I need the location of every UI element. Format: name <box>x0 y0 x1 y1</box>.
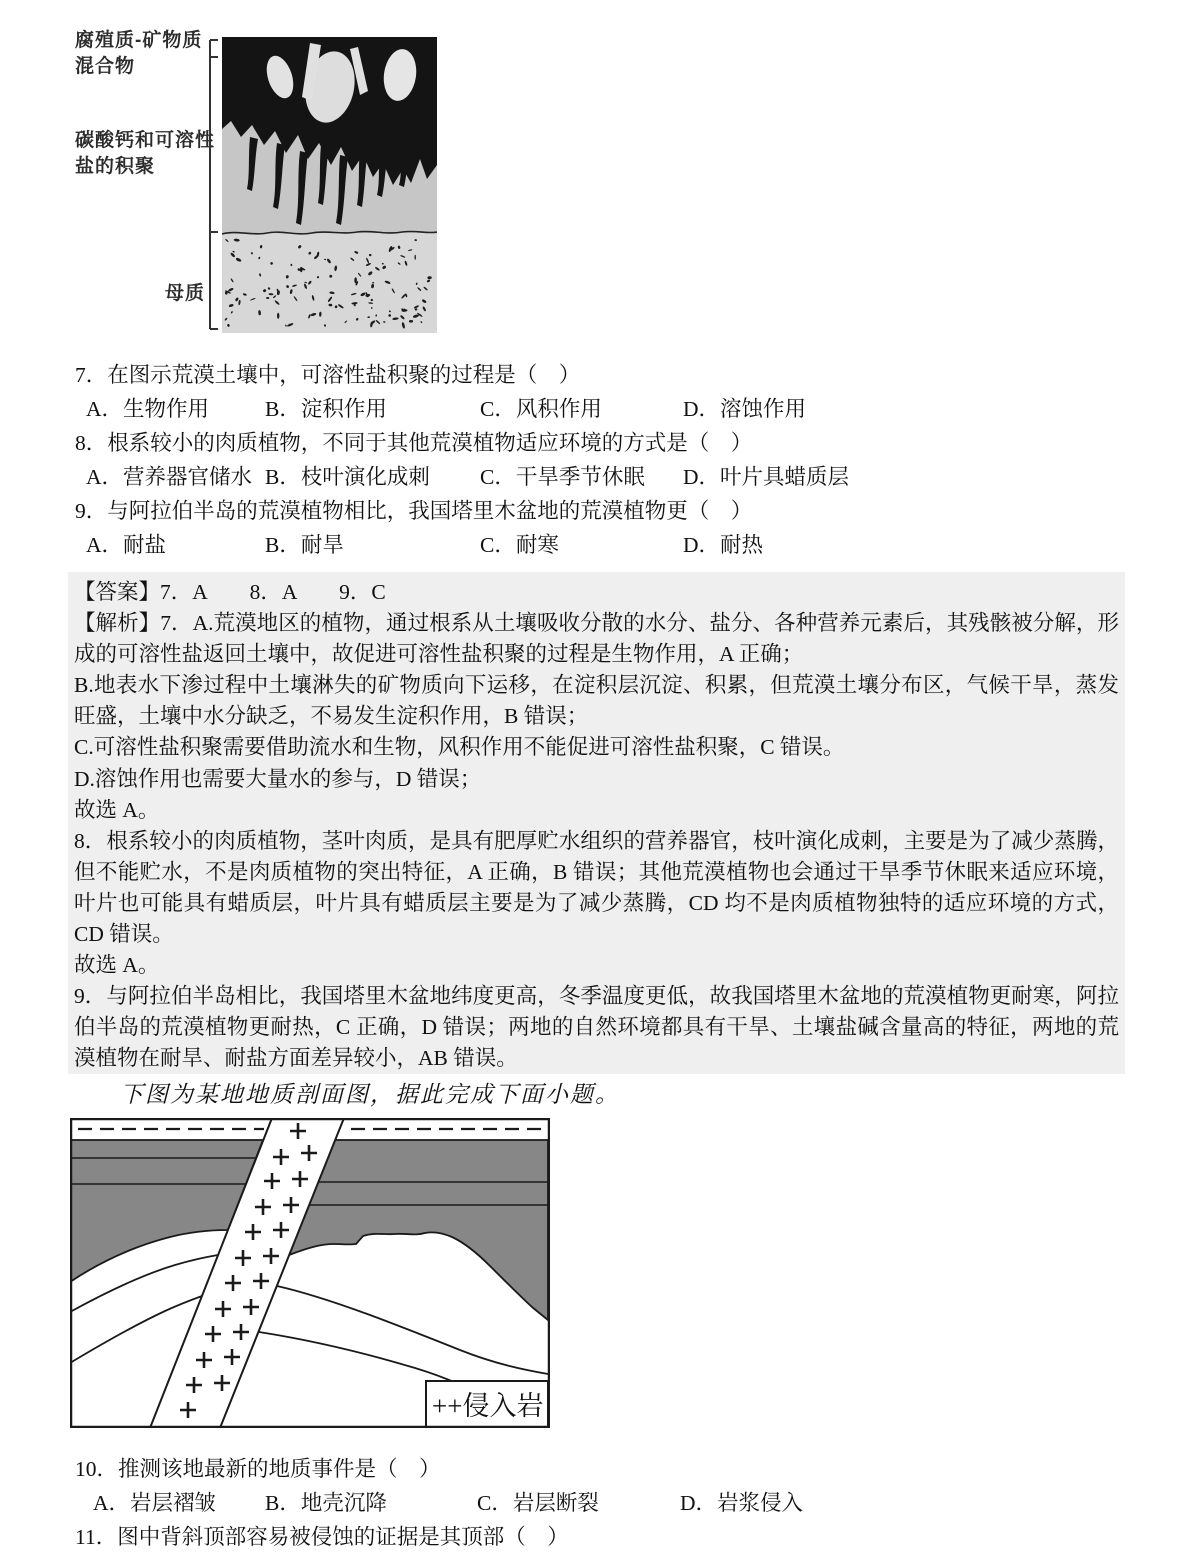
label-parent-material: 母质 <box>165 283 206 304</box>
label-humus-line1: 腐殖质-矿物质 <box>75 30 203 51</box>
question-7-options <box>70 392 1132 426</box>
question-10-options <box>70 1486 1132 1520</box>
option-10-C: C．岩层断裂 <box>477 1491 599 1515</box>
analysis-paragraph: B.地表水下渗过程中土壤淋失的矿物质向下运移，在淀积层沉淀、积累，但荒漠土壤分布区，气候干旱，蒸发旺盛，土壤中水分缺乏，不易发生淀积作用，B 错误； <box>74 673 1119 729</box>
option-9-A: A．耐盐 <box>86 533 167 557</box>
analysis-paragraph: 【解析】7．A.荒漠地区的植物，通过根系从土壤吸收分散的水分、盐分、各种营养元素后，其残骸被分解，形成的可溶性盐返回土壤中，故促进可溶性盐积聚的过程是生物作用，A 正确； <box>74 611 1119 667</box>
option-10-B: B．地壳沉降 <box>265 1491 387 1515</box>
label-carbonate-line1: 碳酸钙和可溶性 <box>75 130 216 151</box>
answer-line: 【答案】7．A 8．A 9．C <box>74 580 386 604</box>
analysis-paragraph: C.可溶性盐积聚需要借助流水和生物，风积作用不能促进可溶性盐积聚，C 错误。 <box>74 735 845 760</box>
option-8-D: D．叶片具蜡质层 <box>683 465 850 489</box>
question-11-text: 11．图中背斜顶部容易被侵蚀的证据是其顶部（ ） <box>75 1525 569 1549</box>
question-7-text: 7．在图示荒漠土壤中，可溶性盐积聚的过程是（ ） <box>75 363 581 387</box>
analysis-paragraph: 9．与阿拉伯半岛相比，我国塔里木盆地纬度更高，冬季温度更低，故我国塔里木盆地的荒漠植物更耐寒，阿拉伯半岛的荒漠植物更耐热，C 正确，D 错误；两地的自然环境都具有干旱、土壤盐碱含量高的特征，两地的荒漠植物在耐旱、耐盐方面差异较小，AB 错误。 <box>74 984 1119 1071</box>
option-9-B: B．耐旱 <box>265 533 344 557</box>
option-8-A: A．营养器官储水 <box>86 465 253 489</box>
analysis-paragraph: 故选 A。 <box>74 953 160 978</box>
soil-parent-zone <box>222 233 437 333</box>
option-9-D: D．耐热 <box>683 533 764 557</box>
questions-10-11 <box>70 1452 1132 1554</box>
geology-legend <box>426 1381 548 1427</box>
label-carbonate-salt-accumulation <box>75 128 215 180</box>
analysis-paragraph: 8．根系较小的肉质植物，茎叶肉质，是具有肥厚贮水组织的营养器官，枝叶演化成刺，主要是为了减少蒸腾，但不能贮水，不是肉质植物的突出特征，A 正确，B 错误；其他荒漠植物也会通过干旱季节休眠来适应环境，叶片也可能具有蜡质层，叶片具有蜡质层主要是为了减少蒸腾，CD 均不是肉质植物独特的适应环境的方式，CD 错误。 <box>74 828 1119 947</box>
question-9-text: 9．与阿拉伯半岛的荒漠植物相比，我国塔里木盆地的荒漠植物更（ ） <box>75 499 753 523</box>
option-7-B: B．淀积作用 <box>265 397 387 421</box>
analysis-paragraph: 故选 A。 <box>74 797 160 822</box>
option-7-D: D．溶蚀作用 <box>683 397 807 421</box>
option-9-C: C．耐寒 <box>480 533 559 557</box>
label-humus-mineral-mixture <box>75 28 202 80</box>
option-8-B: B．枝叶演化成刺 <box>265 465 430 489</box>
option-7-A: A．生物作用 <box>86 397 210 421</box>
label-carbonate-line2: 盐的积聚 <box>75 156 156 177</box>
question-10-text: 10．推测该地最新的地质事件是（ ） <box>75 1457 441 1481</box>
answer-analysis-block <box>68 572 1125 1074</box>
questions-7-9 <box>70 358 1132 562</box>
option-10-A: A．岩层褶皱 <box>93 1491 217 1515</box>
analysis-paragraph: D.溶蚀作用也需要大量水的参与，D 错误； <box>74 766 482 791</box>
question-8-text: 8．根系较小的肉质植物，不同于其他荒漠植物适应环境的方式是（ ） <box>75 431 753 455</box>
question-9-options <box>70 528 1132 562</box>
soil-profile-figure <box>70 25 460 347</box>
figure-layer-bracket <box>206 38 220 334</box>
soil-profile-image <box>222 37 437 333</box>
label-humus-line2: 混合物 <box>75 56 136 77</box>
legend-intrusive-rock-label: ++侵入岩 <box>432 1391 544 1421</box>
option-10-D: D．岩浆侵入 <box>680 1491 804 1515</box>
material-intro-sentence: 下图为某地地质剖面图，据此完成下面小题。 <box>120 1082 620 1107</box>
question-8-options <box>70 460 1132 494</box>
geology-cross-section-figure <box>70 1118 550 1428</box>
option-7-C: C．风积作用 <box>480 397 602 421</box>
option-8-C: C．干旱季节休眠 <box>480 465 645 489</box>
